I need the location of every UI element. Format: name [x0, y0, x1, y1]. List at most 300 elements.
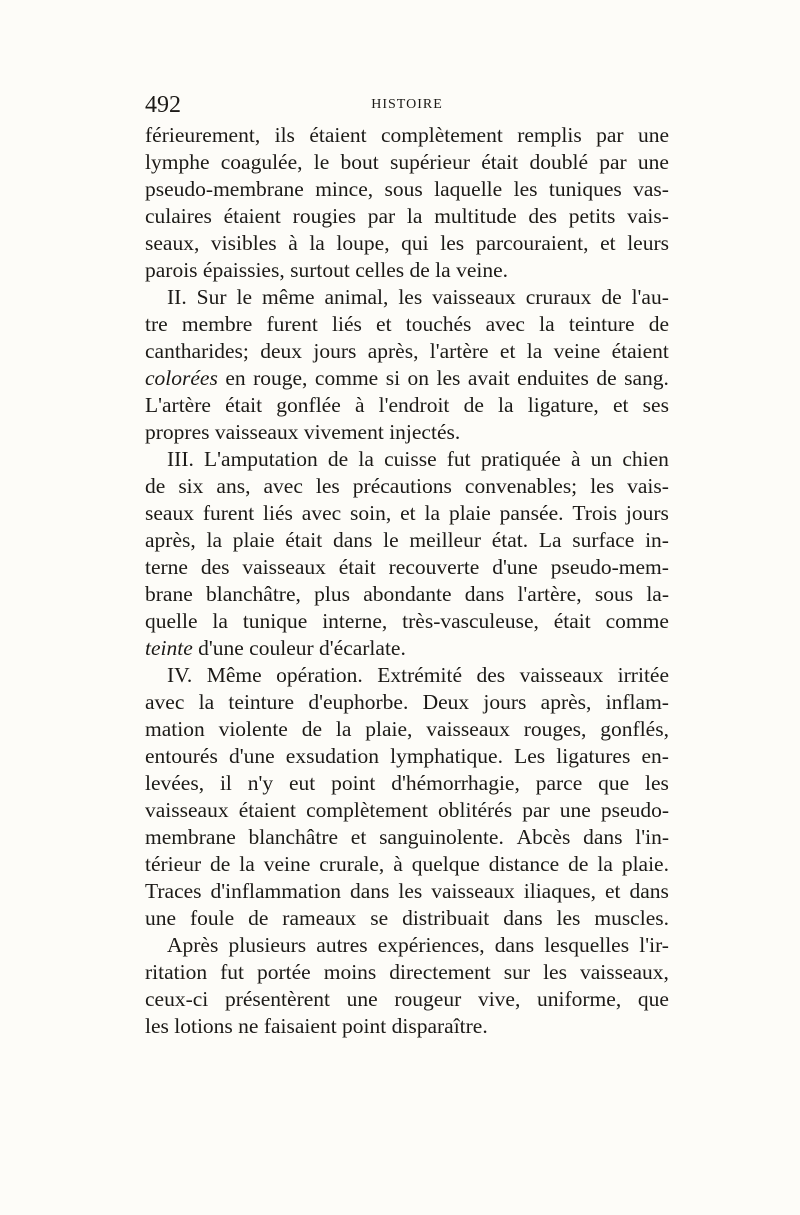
- word: vive,: [477, 987, 521, 1011]
- word: coagulée,: [220, 150, 303, 174]
- word: que: [637, 987, 669, 1011]
- word: à: [288, 231, 298, 255]
- word: précautions: [352, 474, 452, 498]
- word: était: [285, 528, 323, 552]
- text-line: [145, 986, 669, 1013]
- text-line: [145, 527, 669, 554]
- word: Abcès: [516, 825, 571, 849]
- word: l'artère,: [517, 582, 582, 606]
- word: étaient: [309, 123, 367, 147]
- word: la: [206, 528, 222, 552]
- word: par: [522, 798, 550, 822]
- word: blanchâtre,: [205, 582, 301, 606]
- word: deux: [260, 339, 303, 363]
- word: même: [261, 285, 315, 309]
- word: rouges,: [523, 717, 587, 741]
- word: moins: [323, 960, 377, 984]
- word: visibles: [210, 231, 277, 255]
- word: sous: [594, 582, 634, 606]
- word: directement: [389, 960, 491, 984]
- word: chien: [622, 447, 669, 471]
- word: propres vaisseaux vivement injectés.: [145, 420, 461, 444]
- word: le: [236, 285, 253, 309]
- word: et: [499, 339, 516, 363]
- word: qui: [401, 231, 429, 255]
- text-line: [145, 689, 669, 716]
- word: les: [436, 366, 461, 390]
- word: expériences,: [377, 933, 485, 957]
- word: les: [556, 906, 581, 930]
- word: étaient: [223, 204, 281, 228]
- word: très-vasculeuse,: [402, 609, 539, 633]
- word: irritée: [617, 663, 669, 687]
- word: in-: [645, 528, 669, 552]
- word: une: [559, 798, 591, 822]
- word: laquelle: [434, 177, 503, 201]
- word: la: [526, 339, 543, 363]
- word: oblitérés: [438, 798, 513, 822]
- word: terne: [145, 555, 188, 579]
- word: remplis: [517, 123, 582, 147]
- word: veine: [553, 339, 601, 363]
- word: quelque: [411, 852, 480, 876]
- word: état.: [491, 528, 529, 552]
- word: brane: [145, 582, 193, 606]
- word: dans: [332, 528, 373, 552]
- word: violente: [218, 717, 288, 741]
- word: de: [210, 852, 231, 876]
- word: la: [424, 501, 441, 525]
- word: la: [406, 204, 423, 228]
- word: des: [528, 204, 558, 228]
- text-line: [145, 419, 669, 446]
- word: mation: [145, 717, 205, 741]
- word: jours: [483, 690, 527, 714]
- word: lymphatique.: [390, 744, 503, 768]
- text-line: [145, 959, 669, 986]
- word: jours: [625, 501, 669, 525]
- word: et: [376, 312, 392, 336]
- word: que: [598, 771, 630, 795]
- word: si: [385, 366, 401, 390]
- word: la: [239, 852, 255, 876]
- word: en: [225, 366, 246, 390]
- word: interne,: [322, 609, 388, 633]
- word: vaisseaux: [431, 879, 515, 903]
- word: la: [539, 312, 555, 336]
- word: sang.: [624, 366, 669, 390]
- word: se: [370, 906, 389, 930]
- text-line: [145, 311, 669, 338]
- word: L'artère: [145, 393, 211, 417]
- word: entourés: [145, 744, 218, 768]
- word: avec: [145, 690, 185, 714]
- text-line: [145, 716, 669, 743]
- word: vaisseaux: [432, 285, 516, 309]
- word: furent: [266, 312, 318, 336]
- word: rameaux: [282, 906, 357, 930]
- word: abondante: [363, 582, 452, 606]
- word: ritation: [145, 960, 208, 984]
- word: les: [543, 960, 567, 984]
- word: liés: [332, 312, 362, 336]
- word: seaux: [145, 501, 194, 525]
- word: veine: [263, 852, 311, 876]
- word: par: [599, 150, 627, 174]
- word: enduites: [517, 366, 589, 390]
- word: lesquelles: [544, 933, 630, 957]
- word: sur: [503, 960, 531, 984]
- word: ans,: [216, 474, 251, 498]
- word: à: [393, 852, 403, 876]
- word: II.: [167, 285, 187, 309]
- word: l'au-: [631, 285, 669, 309]
- word: et: [612, 393, 629, 417]
- word: teinture: [228, 690, 295, 714]
- word: exsudation: [285, 744, 379, 768]
- word: membre: [181, 312, 253, 336]
- word: dans: [494, 933, 535, 957]
- word: térieur: [145, 852, 202, 876]
- word: l'ir-: [639, 933, 669, 957]
- word: les lotions ne faisaient point disparaître.: [145, 1014, 488, 1038]
- text-line: [145, 635, 669, 662]
- word: sous: [384, 177, 423, 201]
- word: plaie,: [365, 717, 413, 741]
- text-line: [145, 851, 669, 878]
- word: gonflée: [276, 393, 341, 417]
- word: une: [637, 150, 669, 174]
- word: jours: [313, 339, 357, 363]
- word: ligatures: [556, 744, 631, 768]
- word: soin,: [350, 501, 392, 525]
- word: culaires: [145, 204, 212, 228]
- word: de: [327, 447, 349, 471]
- word: vais-: [627, 204, 669, 228]
- running-title: HISTOIRE: [371, 97, 443, 112]
- text-line: [145, 743, 669, 770]
- word: de: [145, 474, 166, 498]
- word: en-: [641, 744, 669, 768]
- text-line: [145, 392, 669, 419]
- word: plaie.: [621, 852, 669, 876]
- word: la: [212, 609, 228, 633]
- word: complètement: [306, 798, 428, 822]
- word: férieurement,: [145, 123, 261, 147]
- word: les: [645, 771, 669, 795]
- word: Deux: [422, 690, 470, 714]
- word: L'amputation: [204, 447, 318, 471]
- word: Extrémité: [377, 663, 462, 687]
- word: distribuait: [402, 906, 490, 930]
- word: les: [398, 285, 423, 309]
- italic-word: colorées: [145, 366, 218, 390]
- text-line: [145, 824, 669, 851]
- word: était: [338, 555, 376, 579]
- word: plaie: [448, 501, 491, 525]
- word: de: [596, 366, 617, 390]
- word: touchés: [405, 312, 472, 336]
- word: de: [463, 393, 484, 417]
- word: IV.: [167, 663, 193, 687]
- word: d'une: [228, 744, 275, 768]
- word: et: [350, 825, 367, 849]
- text-line: [145, 554, 669, 581]
- word: d'une couleur d'écarlate.: [192, 636, 406, 660]
- text-line: [145, 1013, 669, 1040]
- word: de: [301, 717, 322, 741]
- word: d'hémorrhagie,: [391, 771, 520, 795]
- word: pseudo-membrane: [145, 177, 304, 201]
- word: des: [200, 555, 230, 579]
- word: la: [198, 690, 215, 714]
- word: il: [219, 771, 232, 795]
- text-line: [145, 905, 669, 932]
- word: cantharides;: [145, 339, 249, 363]
- word: membrane: [145, 825, 236, 849]
- word: seaux,: [145, 231, 200, 255]
- word: plus: [314, 582, 350, 606]
- text-line: [145, 338, 669, 365]
- word: crurale,: [319, 852, 385, 876]
- word: Traces: [145, 879, 202, 903]
- word: doublé: [529, 150, 588, 174]
- word: bout: [340, 150, 379, 174]
- word: comme: [605, 609, 669, 633]
- word: fut: [220, 960, 244, 984]
- word: d'une: [492, 555, 538, 579]
- word: vaisseaux: [242, 555, 326, 579]
- word: portée: [257, 960, 311, 984]
- word: tuniques: [548, 177, 622, 201]
- word: l'in-: [635, 825, 669, 849]
- word: vais-: [627, 474, 669, 498]
- word: comme: [314, 366, 379, 390]
- word: les: [590, 474, 615, 498]
- word: avec: [263, 474, 303, 498]
- word: rouge,: [253, 366, 308, 390]
- word: ses: [642, 393, 669, 417]
- body-text: [145, 122, 669, 1040]
- text-line: [145, 203, 669, 230]
- word: eut: [289, 771, 316, 795]
- word: une: [145, 906, 177, 930]
- word: complètement: [381, 123, 503, 147]
- word: la: [358, 447, 374, 471]
- paragraph-first-line: [145, 446, 669, 473]
- word: blanchâtre: [248, 825, 339, 849]
- word: la-: [646, 582, 669, 606]
- word: la: [335, 717, 352, 741]
- word: de: [601, 285, 622, 309]
- word: muscles.: [594, 906, 669, 930]
- word: présentèrent: [224, 987, 330, 1011]
- word: quelle: [145, 609, 198, 633]
- word: pratiquée: [480, 447, 561, 471]
- word: n'y: [247, 771, 274, 795]
- word: et: [400, 501, 416, 525]
- word: sanguinolente.: [379, 825, 504, 849]
- word: lymphe: [145, 150, 210, 174]
- word: vaisseaux: [145, 798, 229, 822]
- text-line: [145, 176, 669, 203]
- word: une: [637, 123, 669, 147]
- word: la: [498, 393, 514, 417]
- word: plusieurs: [228, 933, 307, 957]
- word: après,: [367, 339, 419, 363]
- word: vaisseaux,: [579, 960, 669, 984]
- word: de: [648, 312, 669, 336]
- text-line: [145, 122, 669, 149]
- word: ligature,: [527, 393, 599, 417]
- word: les: [398, 879, 423, 903]
- word: étaient: [611, 339, 669, 363]
- word: dans: [349, 879, 390, 903]
- page-header: [145, 92, 669, 122]
- word: meilleur: [409, 528, 481, 552]
- word: les: [315, 474, 340, 498]
- text-line: [145, 230, 669, 257]
- word: pseudo-: [600, 798, 669, 822]
- word: vaisseaux: [426, 717, 510, 741]
- word: Après: [167, 933, 219, 957]
- text-line: [145, 473, 669, 500]
- word: par: [367, 204, 396, 228]
- word: la: [597, 852, 613, 876]
- text-line: [145, 797, 669, 824]
- word: fut: [446, 447, 471, 471]
- word: cruraux: [525, 285, 592, 309]
- word: ceux-ci: [145, 987, 209, 1011]
- word: parois épaissies, surtout celles de la veine.: [145, 258, 509, 282]
- word: dans: [583, 825, 623, 849]
- text-line: [145, 149, 669, 176]
- word: Sur: [196, 285, 227, 309]
- word: de: [568, 852, 589, 876]
- text-line: [145, 581, 669, 608]
- word: furent: [202, 501, 255, 525]
- word: d'inflammation: [210, 879, 341, 903]
- word: La: [538, 528, 562, 552]
- word: teinture: [568, 312, 635, 336]
- word: six: [178, 474, 204, 498]
- word: supérieur: [389, 150, 470, 174]
- word: loupe,: [336, 231, 390, 255]
- word: Trois: [572, 501, 618, 525]
- word: dans: [503, 906, 543, 930]
- word: à: [354, 393, 365, 417]
- word: une: [346, 987, 378, 1011]
- word: vas-: [633, 177, 669, 201]
- word: uniforme,: [537, 987, 622, 1011]
- word: était: [225, 393, 263, 417]
- text-line: [145, 878, 669, 905]
- word: multitude: [434, 204, 517, 228]
- word: distance: [488, 852, 560, 876]
- word: un: [590, 447, 613, 471]
- word: rougeur: [394, 987, 462, 1011]
- word: l'artère: [429, 339, 489, 363]
- text-line: [145, 608, 669, 635]
- word: et: [600, 231, 616, 255]
- word: à: [570, 447, 581, 471]
- word: tre: [145, 312, 168, 336]
- word: et: [604, 879, 621, 903]
- word: pseudo-mem-: [550, 555, 669, 579]
- word: inflam-: [605, 690, 669, 714]
- text-line: [145, 365, 669, 392]
- word: foule: [189, 906, 235, 930]
- word: vaisseaux: [519, 663, 604, 687]
- word: parce: [535, 771, 583, 795]
- word: point: [331, 771, 376, 795]
- word: après,: [540, 690, 592, 714]
- word: recouverte: [388, 555, 480, 579]
- word: petits: [568, 204, 616, 228]
- word: convenables;: [464, 474, 578, 498]
- word: ils: [274, 123, 295, 147]
- word: autres: [316, 933, 368, 957]
- word: dans: [464, 582, 505, 606]
- word: pansée.: [499, 501, 564, 525]
- word: étaient: [238, 798, 297, 822]
- word: gonflés,: [600, 717, 669, 741]
- word: le: [313, 150, 330, 174]
- text-line: [145, 257, 669, 284]
- word: tunique: [242, 609, 308, 633]
- word: après,: [145, 528, 196, 552]
- word: surface: [572, 528, 635, 552]
- paragraph-first-line: [145, 662, 669, 689]
- paragraph-first-line: [145, 932, 669, 959]
- word: Même: [206, 663, 262, 687]
- page-number: 492: [145, 92, 181, 118]
- word: d'euphorbe.: [308, 690, 409, 714]
- word: leurs: [627, 231, 669, 255]
- word: III.: [167, 447, 194, 471]
- word: rougies: [292, 204, 356, 228]
- word: avec: [485, 312, 525, 336]
- word: animal,: [324, 285, 389, 309]
- word: les: [440, 231, 465, 255]
- text-line: [145, 770, 669, 797]
- word: plaie: [232, 528, 275, 552]
- word: était: [481, 150, 519, 174]
- word: cuisse: [384, 447, 437, 471]
- word: de: [248, 906, 269, 930]
- word: iliaques,: [523, 879, 597, 903]
- word: dans: [629, 879, 669, 903]
- word: des: [476, 663, 506, 687]
- word: avait: [467, 366, 510, 390]
- word: Les: [514, 744, 546, 768]
- word: le: [383, 528, 399, 552]
- word: opération.: [276, 663, 363, 687]
- italic-word: teinte: [145, 636, 193, 660]
- word: levées,: [145, 771, 205, 795]
- word: liés: [263, 501, 293, 525]
- text-line: [145, 500, 669, 527]
- word: était: [553, 609, 591, 633]
- word: les: [513, 177, 538, 201]
- word: on: [407, 366, 430, 390]
- word: parcouraient,: [475, 231, 589, 255]
- word: la: [309, 231, 325, 255]
- word: l'endroit: [378, 393, 450, 417]
- word: par: [596, 123, 624, 147]
- word: mince,: [315, 177, 374, 201]
- paragraph-first-line: [145, 284, 669, 311]
